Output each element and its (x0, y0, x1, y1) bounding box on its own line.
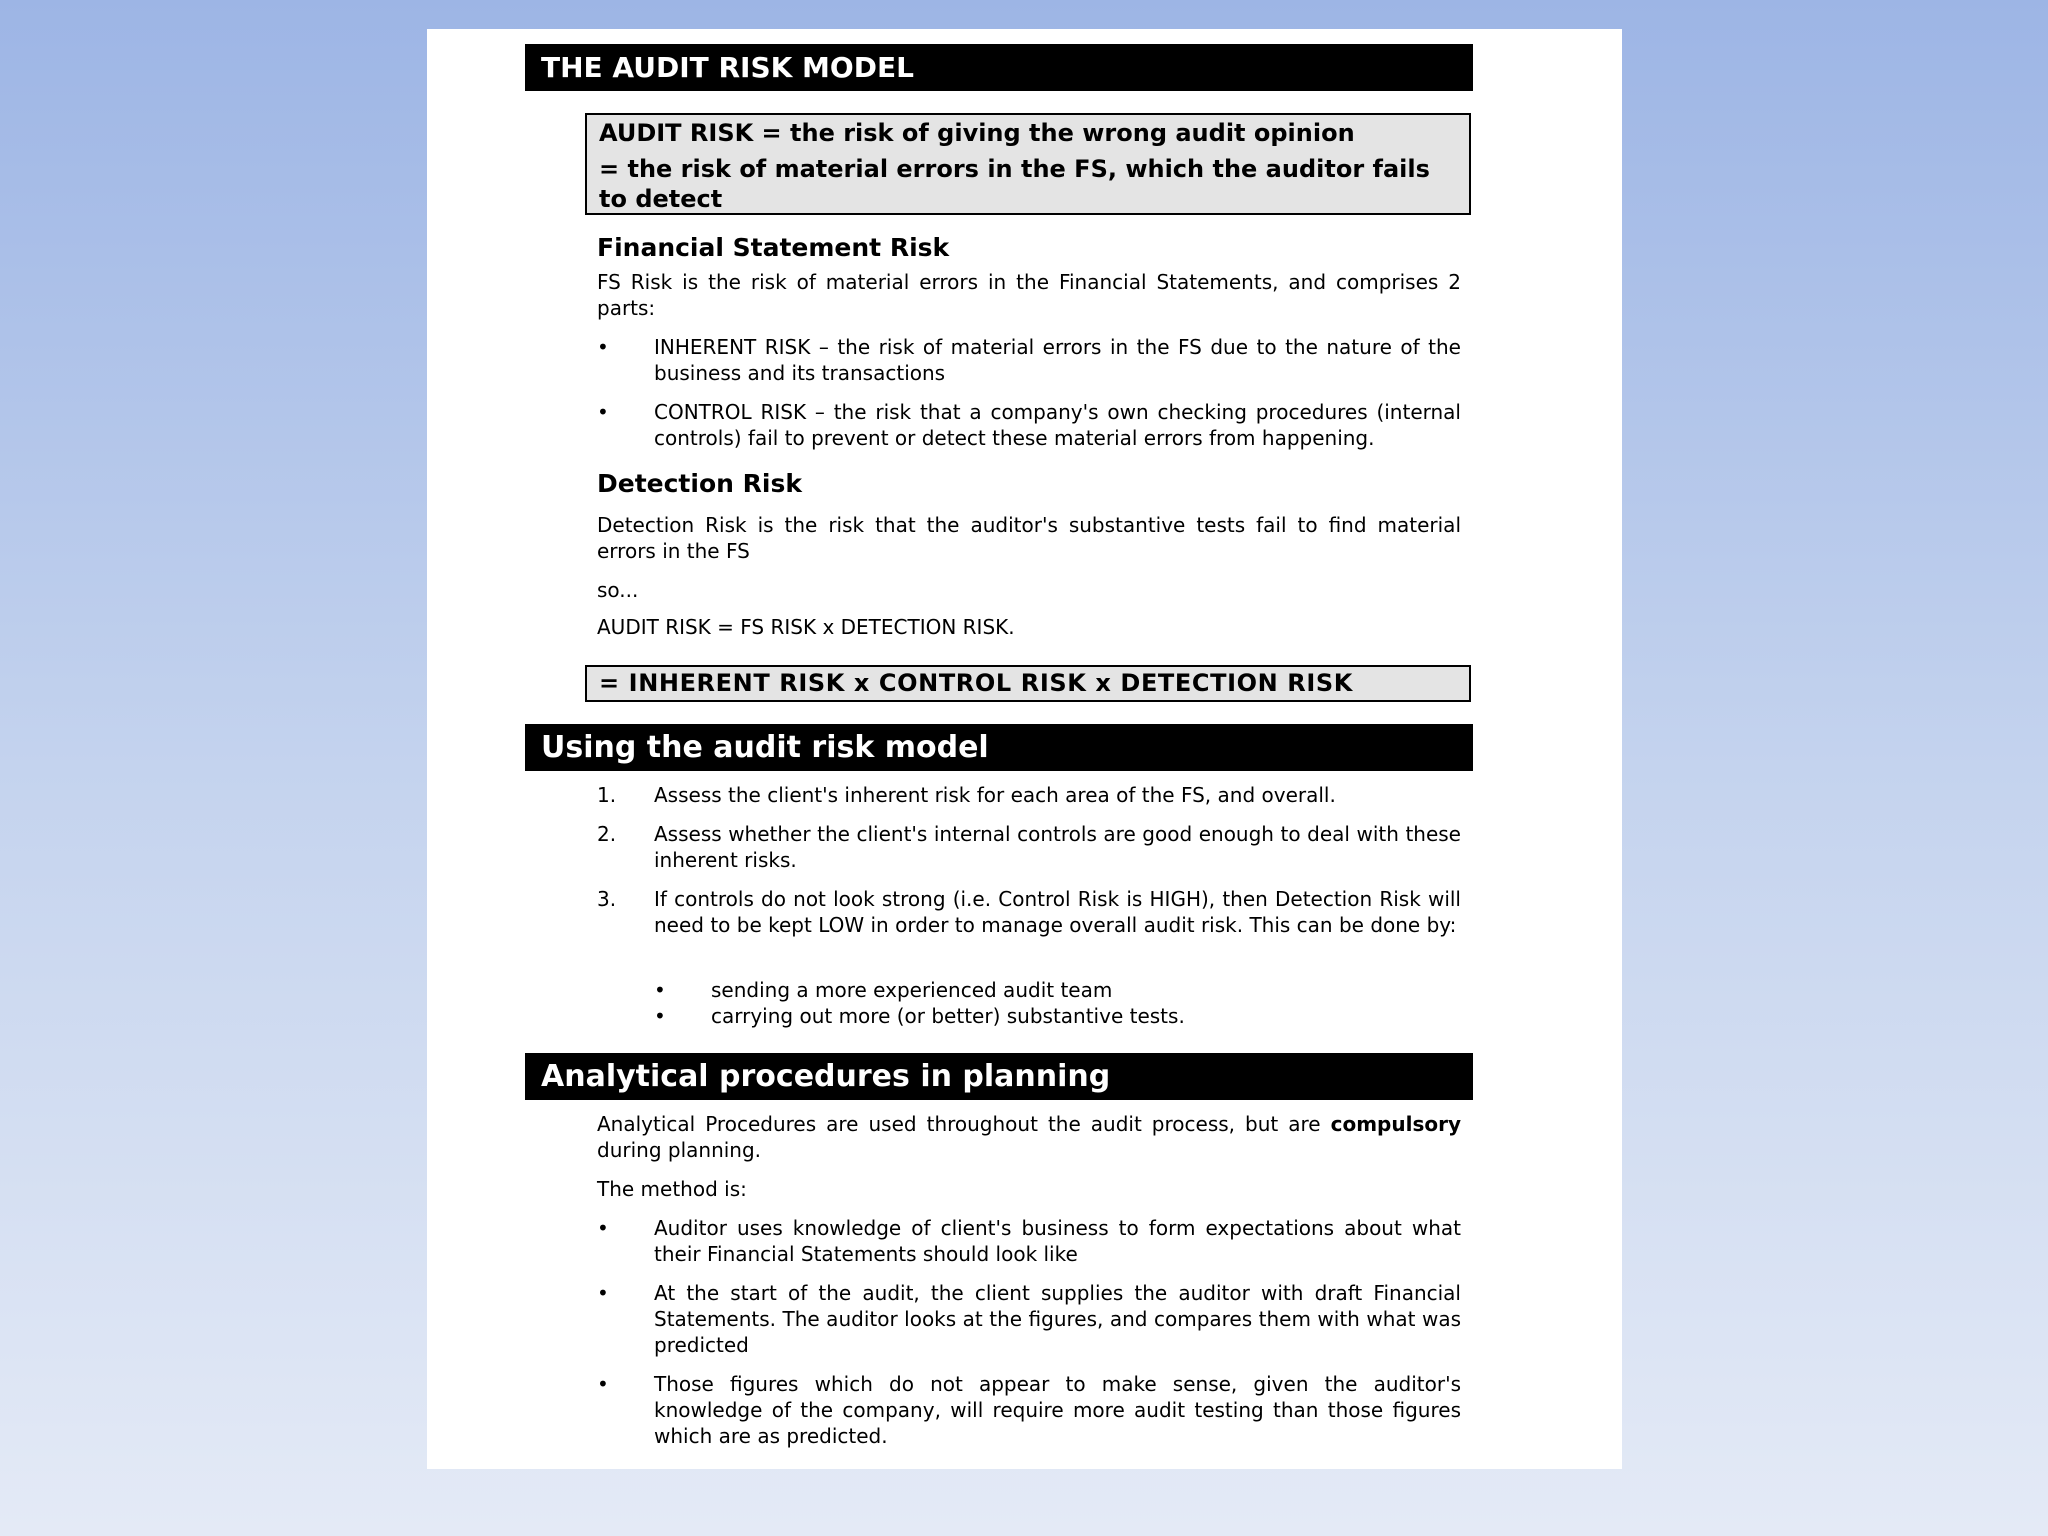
analytical-intro-part1: Analytical Procedures are used throughout the audit process, but are (597, 1112, 1331, 1136)
audit-risk-definition-box (585, 113, 1471, 215)
bullet-marker: • (654, 978, 666, 1002)
detection-risk-heading: Detection Risk (597, 469, 802, 498)
document-page (427, 29, 1622, 1469)
method-bullet: Those figures which do not appear to make sense, given the auditor's knowledge of the company, will require more audit testing than those figures which are as predicted. (654, 1372, 1461, 1448)
section-title-using-model: Using the audit risk model (525, 724, 1473, 771)
analytical-intro-bold: compulsory (1330, 1112, 1461, 1136)
bullet-marker: • (654, 1004, 666, 1028)
step-number: 3. (597, 887, 617, 911)
bullet-marker: • (597, 1216, 609, 1240)
section-title-audit-risk-model: THE AUDIT RISK MODEL (525, 44, 1473, 91)
step-text: Assess the client's inherent risk for each area of the FS, and overall. (654, 783, 1336, 807)
section-title-analytical: Analytical procedures in planning (525, 1053, 1473, 1100)
fs-risk-bullet-inherent: INHERENT RISK – the risk of material errors in the FS due to the nature of the business and its transactions (654, 335, 1461, 385)
sub-bullet: sending a more experienced audit team (711, 978, 1113, 1002)
bullet-marker: • (597, 400, 609, 424)
formula-text: AUDIT RISK = FS RISK x DETECTION RISK. (597, 615, 1015, 639)
sub-bullet: carrying out more (or better) substantive tests. (711, 1004, 1185, 1028)
bullet-marker: • (597, 335, 609, 359)
bullet-marker: • (597, 1372, 609, 1396)
step-number: 1. (597, 783, 617, 807)
analytical-intro (597, 1111, 1461, 1163)
method-bullet: Auditor uses knowledge of client's business to form expectations about what their Financial Statements should look like (654, 1216, 1461, 1266)
step-text: Assess whether the client's internal controls are good enough to deal with these inherent risks. (654, 822, 1461, 872)
so-text: so... (597, 578, 639, 602)
step-number: 2. (597, 822, 617, 846)
fs-risk-bullet-control: CONTROL RISK – the risk that a company's own checking procedures (internal controls) fail to prevent or detect these material errors from happening. (654, 400, 1461, 450)
step-text: If controls do not look strong (i.e. Control Risk is HIGH), then Detection Risk will need to be kept LOW in order to manage overall audit risk. This can be done by: (654, 887, 1461, 937)
method-label: The method is: (597, 1177, 747, 1201)
fs-risk-heading: Financial Statement Risk (597, 233, 950, 262)
analytical-intro-part2: during planning. (597, 1138, 762, 1162)
definition-line-2: = the risk of material errors in the FS, which the auditor fails to detect (599, 155, 1430, 213)
detection-risk-text: Detection Risk is the risk that the auditor's substantive tests fail to find material errors in the FS (597, 513, 1461, 563)
formula-box: = INHERENT RISK x CONTROL RISK x DETECTION RISK (585, 665, 1471, 702)
bullet-marker: • (597, 1281, 609, 1305)
definition-line-1: AUDIT RISK = the risk of giving the wrong audit opinion (599, 119, 1355, 147)
method-bullet: At the start of the audit, the client supplies the auditor with draft Financial Statements. The auditor looks at the figures, and compares them with what was predicted (654, 1281, 1461, 1357)
fs-risk-intro: FS Risk is the risk of material errors in the Financial Statements, and comprises 2 parts: (597, 270, 1461, 320)
